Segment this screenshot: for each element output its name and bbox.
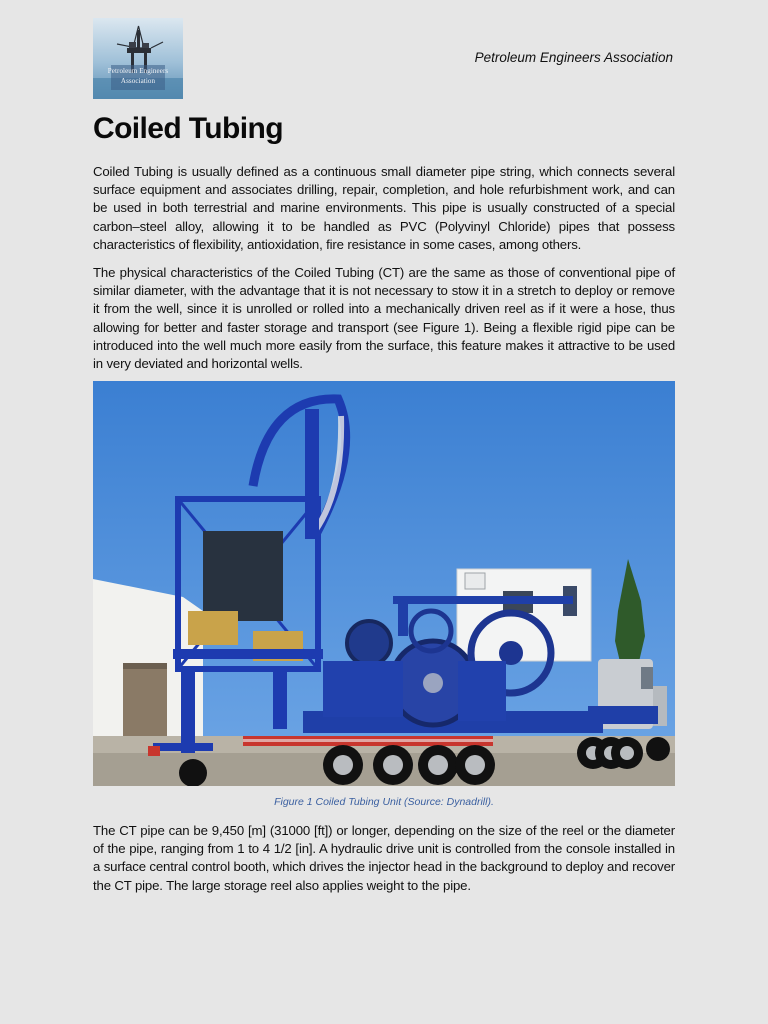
logo-text: Petroleum Engineers Association bbox=[107, 67, 169, 85]
paragraph: The CT pipe can be 9,450 [m] (31000 [ft]) or longer, depending on the size of the reel or the diameter of the pipe, ranging from 1 to 4 1/2 [in]. A hydraulic drive unit is controlled from the console installed in a surface central control booth, which drives the injector head in the background to deploy and recover the CT pipe. The large storage reel also applies weight to the pipe. bbox=[93, 823, 676, 893]
coiled-tubing-unit-image bbox=[93, 381, 675, 786]
figure-coiled-tubing-unit bbox=[93, 381, 675, 786]
paragraph: Coiled Tubing is usually defined as a continuous small diameter pipe string, which connects several surface equipment and associates drilling, repair, completion, and hole refurbishment work, and can be used in both terrestrial and marine environments. This pipe is usually constructed of a special carbon–steel alloy, allowing it to be handled as PVC (Polyvinyl Chloride) pipes that possess characteristics of flexibility, antioxidation, fire resistance in some cases, among others. bbox=[93, 164, 675, 252]
figure-caption: Figure 1 Coiled Tubing Unit (Source: Dynadrill). bbox=[274, 796, 494, 808]
offshore-platform-icon bbox=[93, 18, 183, 99]
page-title: Coiled Tubing bbox=[93, 112, 283, 145]
paragraph: The physical characteristics of the Coiled Tubing (CT) are the same as those of conventional pipe of similar diameter, with the advantage that it is not necessary to stow it in a stretch to deploy or remove it from the well, since it is unrolled or rolled into a mechanically driven reel as if it were a hose, thus allowing for better and faster storage and transport (see Figure 1). Being a flexible rigid pipe can be introduced into the well much more easily from the surface, this feature makes it attractive to be used in very deviated and horizontal wells. bbox=[93, 265, 675, 372]
association-logo bbox=[93, 18, 183, 99]
organization-name: Petroleum Engineers Association bbox=[474, 50, 673, 65]
